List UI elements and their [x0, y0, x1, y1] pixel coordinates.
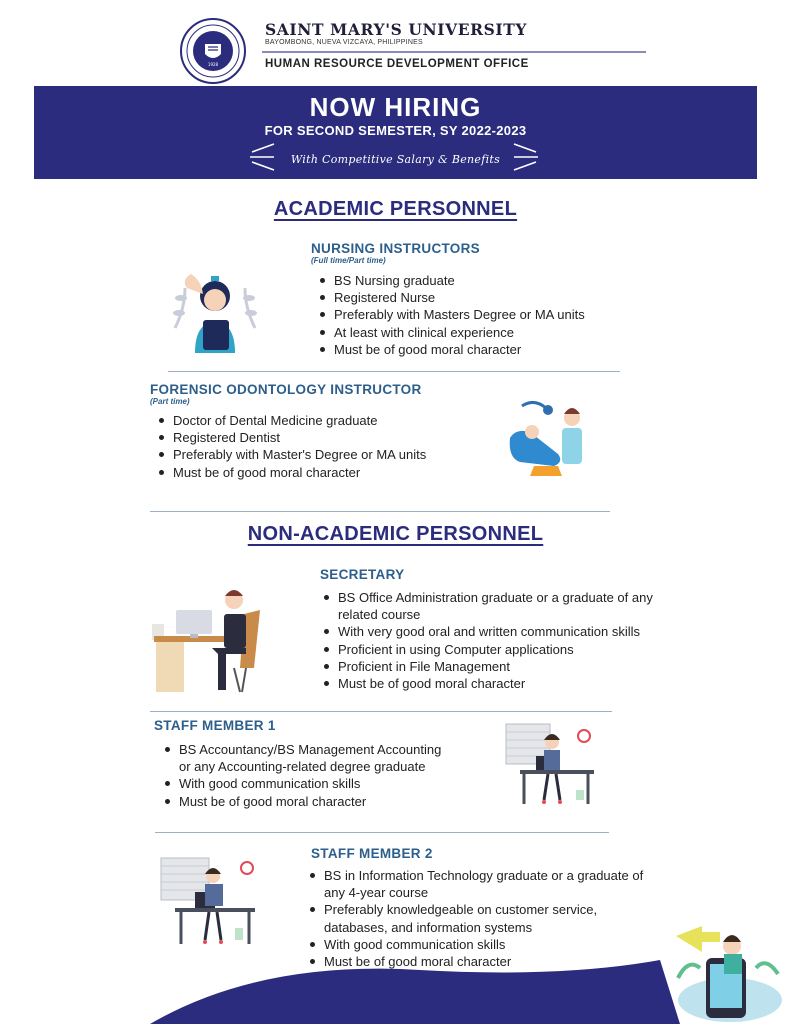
list-item: Must be of good moral character — [179, 793, 449, 810]
sparkle-right-icon — [512, 140, 542, 174]
nurse-illustration — [165, 258, 265, 358]
staff2-illustration — [155, 854, 260, 950]
section-divider — [150, 711, 612, 712]
banner-tagline: With Competitive Salary & Benefits — [290, 153, 501, 166]
secretary-requirements — [316, 589, 683, 692]
list-item: Preferably with Master's Degree or MA units — [173, 446, 463, 463]
list-item: With good communication skills — [324, 936, 664, 953]
banner-semester: FOR SECOND SEMESTER, SY 2022-2023 — [264, 123, 527, 138]
banner-headline: NOW HIRING — [309, 92, 482, 122]
section-divider — [155, 832, 609, 833]
forensic-subtitle: (Part time) — [150, 397, 190, 406]
staff1-title: STAFF MEMBER 1 — [154, 718, 276, 733]
nursing-title: NURSING INSTRUCTORS — [311, 241, 480, 256]
list-item: Must be of good moral character — [173, 464, 463, 481]
list-item: Preferably with Masters Degree or MA units — [334, 306, 664, 323]
office-name: HUMAN RESOURCE DEVELOPMENT OFFICE — [265, 58, 529, 70]
list-item: Must be of good moral character — [334, 341, 664, 358]
forensic-title: FORENSIC ODONTOLOGY INSTRUCTOR — [150, 382, 422, 397]
university-name: SAINT MARY'S UNIVERSITY — [265, 20, 528, 39]
list-item: BS in Information Technology graduate or a graduate of any 4-year course — [324, 867, 664, 901]
list-item: Proficient in using Computer applications — [338, 641, 683, 658]
university-seal — [180, 18, 246, 84]
academic-heading: ACADEMIC PERSONNEL — [273, 198, 518, 220]
university-address: BAYOMBONG, NUEVA VIZCAYA, PHILIPPINES — [265, 39, 423, 46]
header-rule — [262, 51, 646, 53]
list-item: Registered Dentist — [173, 429, 463, 446]
non-academic-heading: NON-ACADEMIC PERSONNEL — [247, 523, 544, 545]
list-item: BS Office Administration graduate or a graduate of any related course — [338, 589, 683, 623]
list-item: Preferably knowledgeable on customer service, databases, and information systems — [324, 901, 664, 935]
staff2-title: STAFF MEMBER 2 — [311, 846, 433, 861]
section-divider — [168, 371, 620, 372]
list-item: With very good oral and written communication skills — [338, 623, 683, 640]
list-item: BS Nursing graduate — [334, 272, 664, 289]
list-item: Must be of good moral character — [338, 675, 683, 692]
sparkle-left-icon — [246, 140, 276, 174]
staff1-illustration — [500, 720, 596, 810]
list-item: With good communication skills — [179, 775, 449, 792]
staff1-requirements — [157, 741, 449, 810]
list-item: At least with clinical experience — [334, 324, 664, 341]
forensic-requirements — [151, 412, 463, 481]
list-item: Proficient in File Management — [338, 658, 683, 675]
secretary-illustration — [152, 584, 267, 694]
secretary-title: SECRETARY — [320, 567, 405, 582]
nursing-requirements — [312, 272, 664, 358]
list-item: BS Accountancy/BS Management Accounting or any Accounting-related degree graduate — [179, 741, 449, 775]
dentist-illustration — [502, 398, 594, 484]
nursing-subtitle: (Full time/Part time) — [311, 256, 386, 265]
section-divider — [150, 511, 610, 512]
svg-text:1928: 1928 — [207, 62, 219, 67]
list-item: Must be of good moral character — [324, 953, 664, 970]
list-item: Registered Nurse — [334, 289, 664, 306]
list-item: Doctor of Dental Medicine graduate — [173, 412, 463, 429]
megaphone-illustration — [670, 918, 788, 1024]
